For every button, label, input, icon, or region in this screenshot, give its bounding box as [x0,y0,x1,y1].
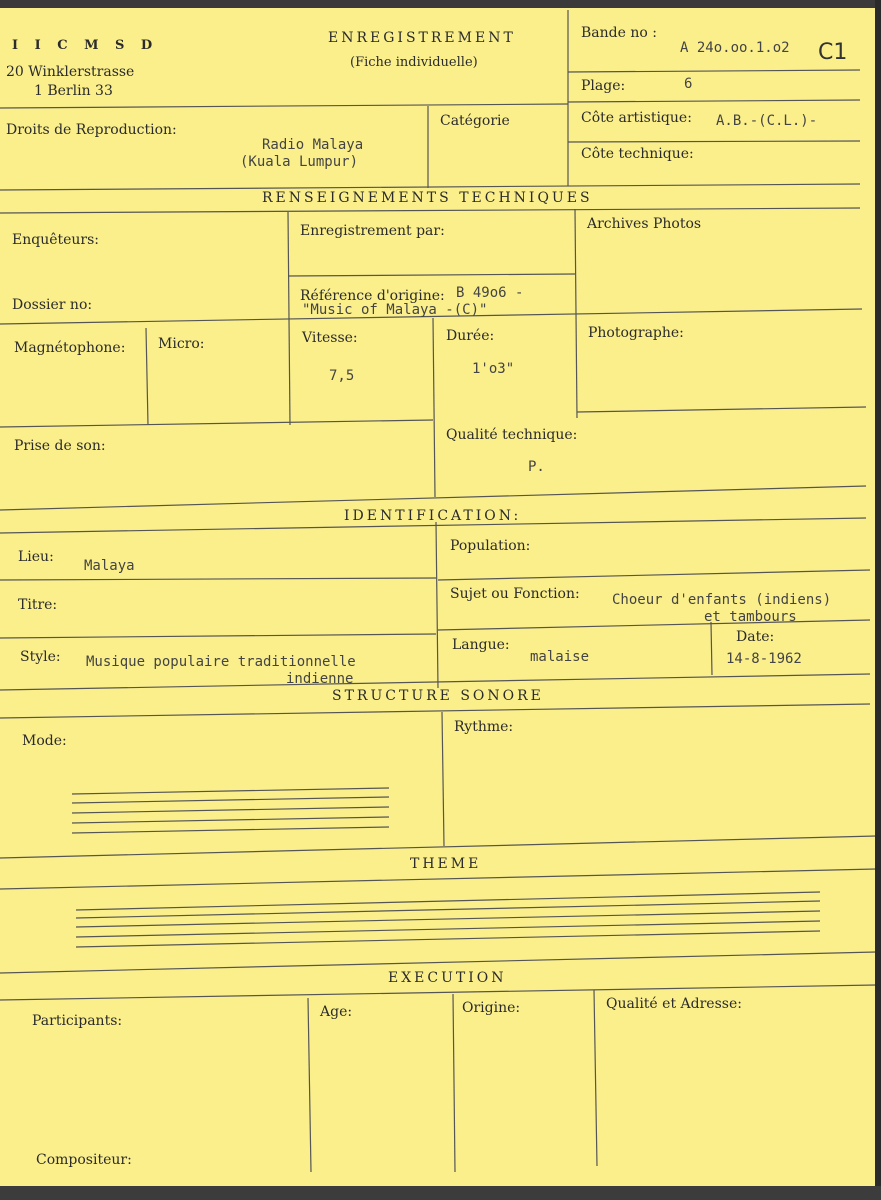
cote-technique-label: Côte technique: [581,146,694,162]
qualite-technique-value: P. [528,459,545,475]
photographe-label: Photographe: [588,325,684,341]
enregistrement-par-label: Enregistrement par: [300,223,445,239]
titre-label: Titre: [18,597,58,613]
date-label: Date: [736,629,775,645]
prise-de-son-label: Prise de son: [14,438,106,454]
vitesse-label: Vitesse: [302,330,358,346]
org-name: I I C M S D [12,38,159,53]
style-value-line1: Musique populaire traditionnelle [86,654,356,670]
theme-section-title: THEME [410,856,482,872]
org-address-line2: 1 Berlin 33 [34,83,113,99]
style-label: Style: [20,649,61,665]
sujet-value-line1: Choeur d'enfants (indiens) [612,592,832,608]
bande-value: A 24o.oo.1.o2 [680,40,790,56]
plage-label: Plage: [581,78,626,94]
structure-section-title: STRUCTURE SONORE [332,688,544,704]
droits-value-line1: Radio Malaya [262,137,364,153]
sujet-label: Sujet ou Fonction: [450,586,580,602]
reference-label: Référence d'origine: [300,288,445,304]
compositeur-label: Compositeur: [36,1152,132,1168]
scan-edge-bottom [0,1186,881,1200]
ident-section-title: IDENTIFICATION: [344,508,522,524]
date-value: 14-8-1962 [726,651,802,667]
org-address-line1: 20 Winklerstrasse [6,64,135,80]
participants-label: Participants: [32,1013,123,1029]
langue-label: Langue: [452,637,510,653]
rythme-label: Rythme: [454,719,514,735]
cote-artistique-label: Côte artistique: [581,110,692,126]
population-label: Population: [450,538,531,554]
origine-label: Origine: [462,1000,521,1016]
tech-section-title: RENSEIGNEMENTS TECHNIQUES [262,190,593,206]
mode-label: Mode: [22,733,67,749]
duree-label: Durée: [446,328,495,344]
reference-value-line1: B 49o6 - [456,285,524,301]
execution-section-title: EXECUTION [388,970,507,986]
magnetophone-label: Magnétophone: [14,340,126,356]
droits-value-line2: (Kuala Lumpur) [240,154,359,170]
enqueteurs-label: Enquêteurs: [12,232,100,248]
qualite-technique-label: Qualité technique: [446,427,578,443]
sujet-value-line2: et tambours [704,609,797,625]
plage-value: 6 [684,76,693,92]
reference-value-line2: "Music of Malaya -(C)" [302,302,488,318]
scan-edge-top [0,0,881,8]
dossier-label: Dossier no: [12,297,93,313]
archives-photos-label: Archives Photos [587,216,702,232]
lieu-label: Lieu: [18,549,54,565]
droits-label: Droits de Reproduction: [6,122,177,138]
bande-label: Bande no : [581,25,657,41]
form-subtitle: (Fiche individuelle) [350,55,478,70]
micro-label: Micro: [158,336,205,352]
categorie-label: Catégorie [440,113,510,129]
qualite-adresse-label: Qualité et Adresse: [606,996,742,1012]
style-value-line2: indienne [286,671,354,687]
duree-value: 1'o3" [472,361,515,377]
lieu-value: Malaya [84,558,135,574]
form-title: ENREGISTREMENT [328,30,516,46]
langue-value: malaise [530,649,590,665]
age-label: Age: [320,1004,353,1020]
vitesse-value: 7,5 [329,368,355,384]
scan-edge-right [875,0,881,1200]
bande-handwritten-note: C1 [818,40,848,65]
cote-artistique-value: A.B.-(C.L.)- [716,113,818,129]
